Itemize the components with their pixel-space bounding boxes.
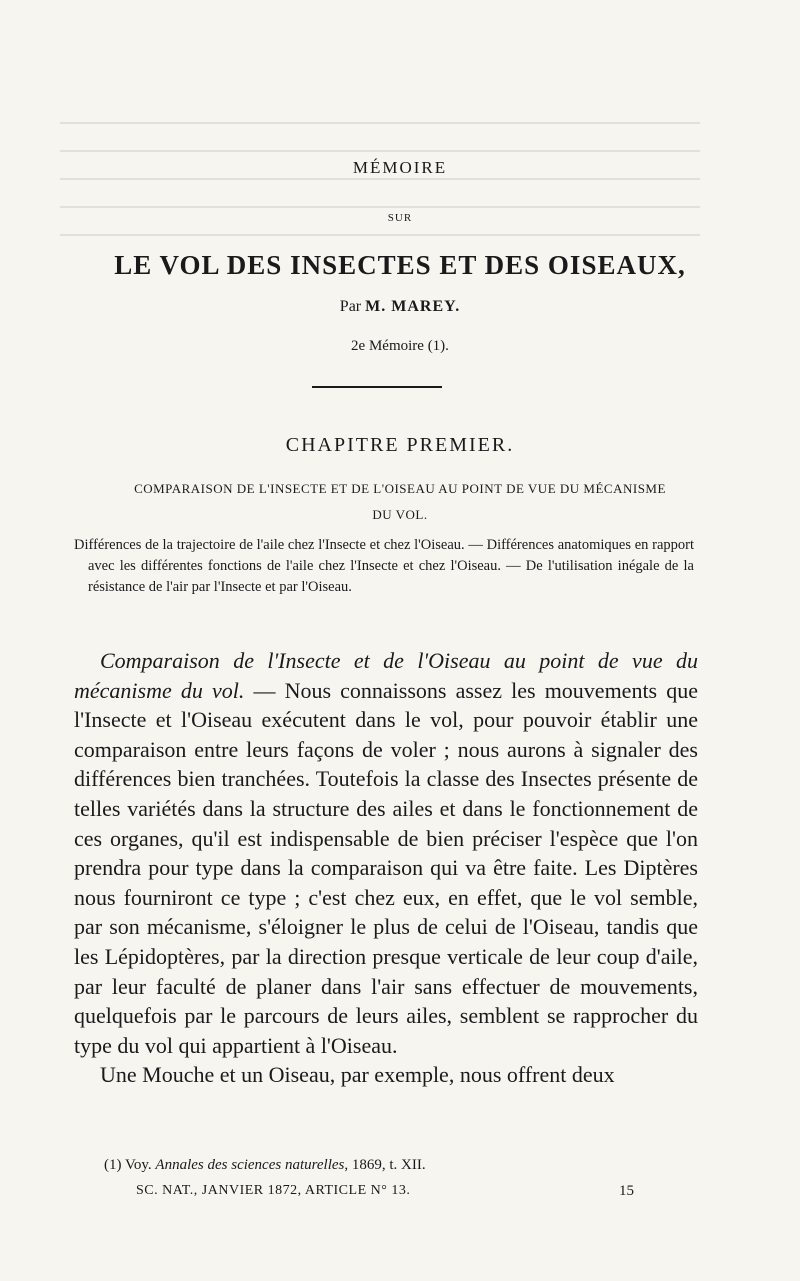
chapter-subtitle-line2: DU VOL.: [372, 507, 428, 522]
page-title: LE VOL DES INSECTES ET DES OISEAUX,: [114, 250, 686, 280]
footnote-journal: Annales des sciences naturelles: [155, 1157, 345, 1173]
sur-label: SUR: [387, 212, 413, 224]
footnote-prefix: (1) Voy.: [104, 1157, 152, 1173]
by-prefix: Par: [339, 298, 362, 315]
divider-rule: [312, 386, 442, 388]
chapter-title: CHAPITRE PREMIER.: [285, 434, 515, 456]
memoire-label: MÉMOIRE: [352, 158, 448, 177]
paragraph-2: Une Mouche et un Oiseau, par exemple, nous offrent deux: [100, 1062, 615, 1088]
footer-reference: SC. NAT., JANVIER 1872, ARTICLE N° 13.: [136, 1183, 411, 1198]
author-name: M. MAREY.: [365, 298, 461, 315]
chapter-subtitle: [0, 476, 800, 528]
chapter-summary-text: Différences de la trajectoire de l'aile chez l'Insecte et chez l'Oiseau. — Différences anatomiques en rapport avec les différentes fonctions de l'aile chez l'Insecte et chez l'Oiseau. — De l'utilisation inégale de la résistance de l'air par l'Insecte et par l'Oiseau.: [74, 537, 694, 595]
footnote-suffix: , 1869, t. XII.: [344, 1157, 426, 1173]
paragraph-1: [74, 646, 698, 1060]
paragraph-1-text: — Nous connaissons assez les mouvements que l'Insecte et l'Oiseau exécutent dans le vol, pour pouvoir établir une comparaison entre leurs façons de voler ; nous aurons à signaler des différences bien tranchées. Toutefois la classe des Insectes présente de telles variétés dans la structure des ailes et dans le fonctionnement de ces organes, qu'il est indispensable de bien préciser l'espèce que l'on prendra pour type dans la comparaison qui va être faite. Les Diptères nous fourniront ce type ; c'est chez eux, en effet, que le vol semble, par son mécanisme, s'éloigner le plus de celui de l'Oiseau, tandis que les Lépidoptères, par la direction presque verticale de leur coup d'aile, par leur faculté de planer dans l'air sans effectuer de mouvements, quelquefois par le parcours de leurs ailes, semblent se rapprocher du type du vol qui appartient à l'Oiseau.: [74, 677, 698, 1058]
byline: [0, 298, 800, 316]
body-text: [74, 646, 698, 1090]
page-number: 15: [619, 1183, 634, 1199]
paragraph-lead: Comparaison de l'Insecte et de l'Oiseau au point de vue du mécanisme du vol.: [74, 648, 698, 703]
memoire-number: 2e Mémoire (1).: [351, 338, 449, 354]
chapter-subtitle-line1: COMPARAISON DE L'INSECTE ET DE L'OISEAU AU POINT DE VUE DU MÉCANISME: [134, 481, 666, 496]
footnote: [104, 1157, 426, 1174]
chapter-summary: [74, 535, 694, 598]
